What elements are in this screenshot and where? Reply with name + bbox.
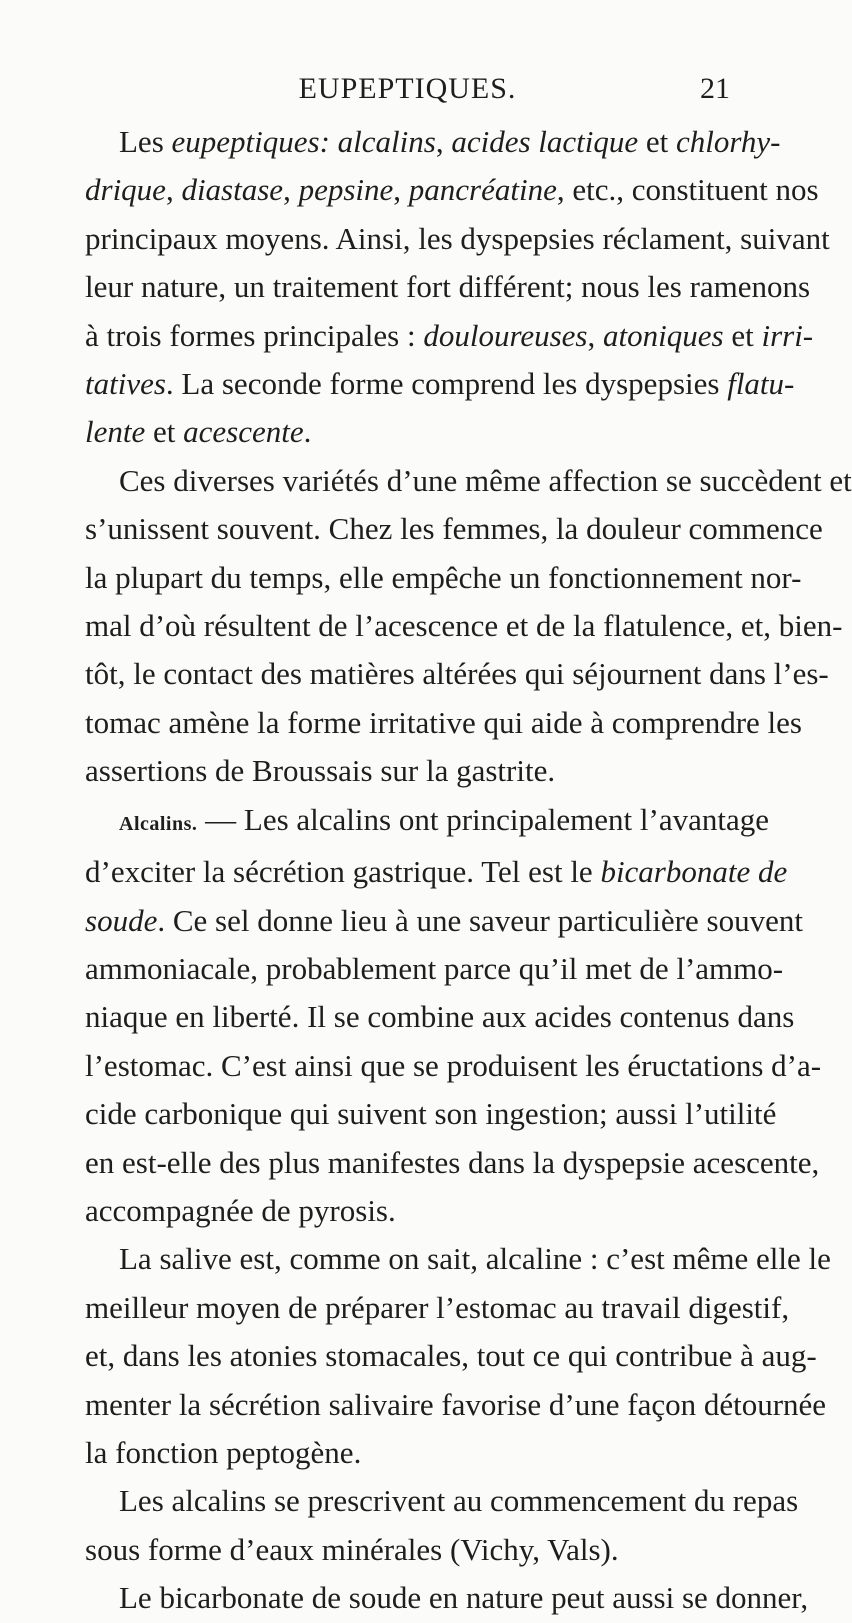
text-run: niaque en liberté. Il se combine aux acides contenus dans: [85, 999, 795, 1035]
text-run: , etc., constituent nos: [556, 172, 819, 208]
body-text: [85, 118, 852, 1623]
text-line: [85, 1042, 822, 1090]
text-line: [85, 1139, 820, 1187]
text-run: l’estomac. C’est ainsi que se produisent les éructations d’a-: [85, 1047, 822, 1083]
italic-term: chlorhy-: [676, 124, 781, 159]
running-title: EUPEPTIQUES.: [298, 72, 517, 105]
paragraph: [85, 457, 852, 796]
text-line: [85, 360, 795, 408]
text-line: [85, 796, 769, 848]
text-line: [85, 1090, 777, 1138]
text-line: [85, 945, 784, 993]
italic-term: acides lactique: [451, 124, 639, 159]
text-run: ,: [435, 124, 452, 159]
italic-term: acescente: [183, 414, 304, 450]
text-run: accompagnée de pyrosis.: [85, 1192, 396, 1228]
text-run: La salive est, comme on sait, alcaline : c’est même elle le: [119, 1241, 831, 1277]
text-run: leur nature, un traitement fort différent; nous les ramenons: [85, 269, 811, 305]
text-line: [85, 312, 814, 360]
page-number: 21: [700, 72, 730, 105]
text-run: d’exciter la sécrétion gastrique. Tel est le: [85, 854, 601, 890]
text-line: [85, 1187, 730, 1235]
italic-term: pepsine: [298, 172, 394, 208]
text-line: [85, 699, 802, 747]
italic-term: atoniques: [603, 317, 724, 353]
paragraph: [85, 796, 822, 1236]
text-run: assertions de Broussais sur la gastrite.: [85, 753, 556, 789]
text-run: et: [723, 317, 762, 353]
text-line: [85, 1574, 809, 1622]
text-line: [85, 602, 843, 650]
text-line: [85, 408, 730, 456]
text-line: [85, 554, 802, 602]
text-line: [85, 1429, 730, 1477]
italic-term: tatives: [85, 366, 166, 402]
text-line: [85, 1284, 790, 1332]
text-run: . Ce sel donne lieu à une saveur particulière souvent: [157, 902, 803, 938]
text-run: menter la sécrétion salivaire favorise d’une façon détournée: [85, 1386, 827, 1422]
text-run: la fonction peptogène.: [85, 1434, 362, 1470]
text-line: [85, 1477, 799, 1525]
text-line: [85, 993, 795, 1041]
text-line: [85, 505, 823, 553]
paragraph: [85, 1477, 799, 1574]
text-run: tomac amène la forme irritative qui aide à comprendre les: [85, 704, 802, 740]
text-line: [85, 118, 781, 166]
text-line: [85, 457, 852, 505]
text-run: . La seconde forme comprend les dyspepsies: [165, 366, 728, 402]
text-run: Le bicarbonate de soude en nature peut aussi se donner,: [119, 1580, 809, 1616]
text-run: à trois formes principales :: [85, 317, 424, 353]
text-line: [85, 848, 788, 896]
italic-term: drique: [85, 172, 166, 208]
italic-term: douloureuses: [423, 317, 588, 353]
text-run: principaux moyens. Ainsi, les dyspepsies réclament, suivant: [85, 220, 830, 256]
text-line: [85, 1526, 730, 1574]
italic-term: pancréatine: [408, 172, 557, 208]
text-line: [85, 747, 730, 795]
text-run: et: [638, 124, 677, 159]
italic-term: eupeptiques: alcalins: [171, 124, 436, 159]
text-run: meilleur moyen de préparer l’estomac au travail digestif,: [85, 1289, 790, 1325]
text-run: — Les alcalins ont principalement l’avantage: [197, 801, 769, 837]
text-run: mal d’où résultent de l’acescence et de la flatulence, et, bien-: [85, 608, 843, 644]
paragraph: [85, 1235, 831, 1477]
text-run: Ces diverses variétés d’une même affection se succèdent et: [119, 462, 852, 498]
text-line: [85, 1235, 831, 1283]
text-run: Les: [119, 124, 172, 159]
section-sidenote: Alcalins.: [119, 812, 198, 835]
italic-term: irri-: [761, 317, 814, 353]
text-run: ,: [165, 172, 182, 208]
text-line: [85, 166, 819, 214]
text-line: [85, 1381, 827, 1429]
text-run: en est-elle des plus manifestes dans la dyspepsie acescente,: [85, 1144, 820, 1180]
text-run: sous forme d’eaux minérales (Vichy, Vals).: [85, 1531, 619, 1567]
text-line: [85, 1332, 817, 1380]
italic-term: soude: [85, 902, 158, 938]
text-run: et: [145, 414, 184, 450]
text-line: [85, 263, 811, 311]
italic-term: lente: [85, 414, 146, 450]
paragraph: [85, 118, 830, 457]
text-line: [85, 215, 830, 263]
text-run: .: [303, 414, 312, 450]
text-line: [85, 650, 829, 698]
text-run: Les alcalins se prescrivent au commencement du repas: [119, 1483, 799, 1519]
page-header: [85, 0, 730, 118]
paragraph: [85, 1574, 809, 1622]
text-run: cide carbonique qui suivent son ingestion; aussi l’utilité: [85, 1096, 777, 1132]
text-run: et, dans les atonies stomacales, tout ce qui contribue à aug-: [85, 1338, 817, 1374]
italic-term: bicarbonate de: [600, 854, 788, 890]
italic-term: diastase: [181, 172, 284, 208]
text-line: [85, 897, 803, 945]
italic-term: flatu-: [727, 366, 795, 402]
text-run: ,: [283, 172, 299, 208]
text-run: la plupart du temps, elle empêche un fonctionnement nor-: [85, 559, 802, 595]
text-run: tôt, le contact des matières altérées qui séjournent dans l’es-: [85, 656, 829, 692]
text-run: s’unissent souvent. Chez les femmes, la douleur commence: [85, 511, 823, 547]
text-run: ,: [393, 172, 409, 208]
text-run: ammoniacale, probablement parce qu’il met de l’ammo-: [85, 950, 784, 986]
text-run: ,: [587, 317, 604, 353]
